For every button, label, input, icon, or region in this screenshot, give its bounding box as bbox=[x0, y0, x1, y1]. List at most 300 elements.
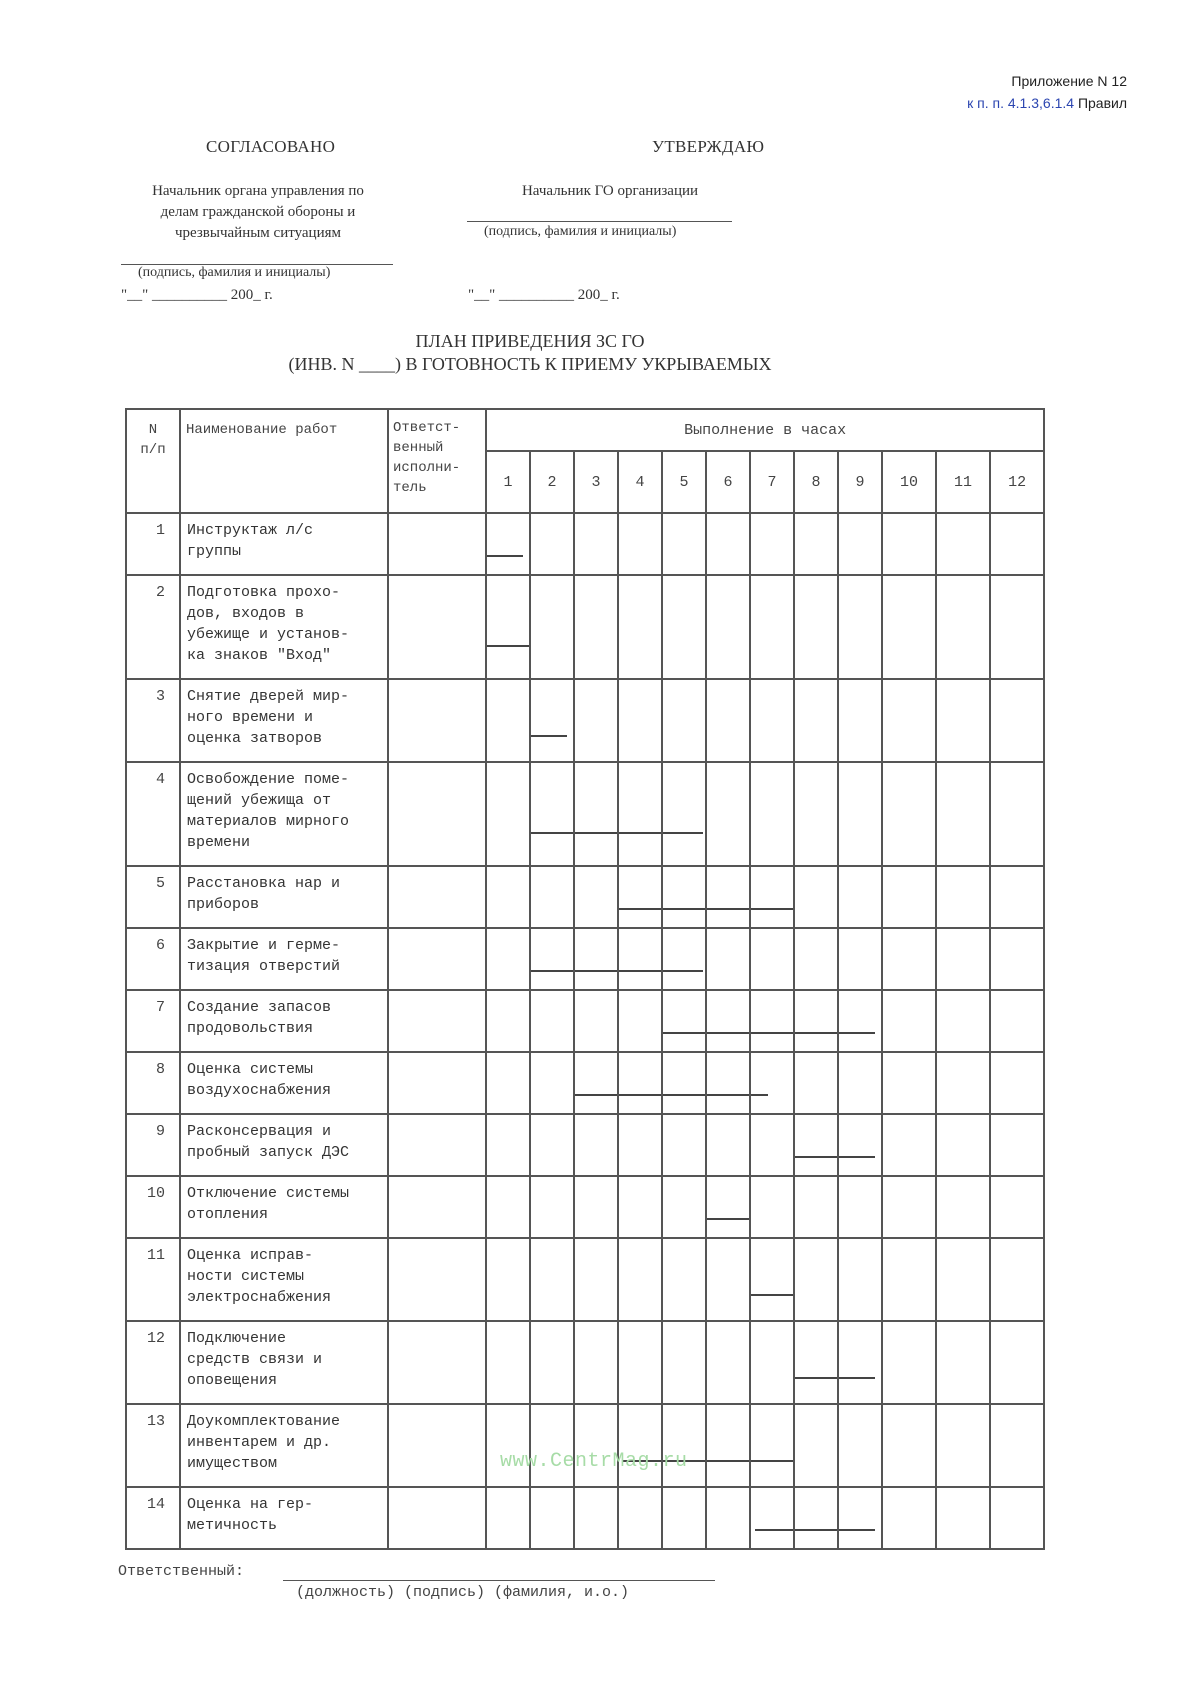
hour-cell-7[interactable] bbox=[750, 1052, 794, 1114]
hour-cell-9[interactable] bbox=[838, 1404, 882, 1487]
responsible-label: Ответственный: bbox=[118, 1563, 245, 1580]
work-name-header: Наименование работ bbox=[180, 409, 388, 513]
row-number: 6 bbox=[126, 928, 180, 990]
schedule-bar-segment bbox=[487, 645, 529, 647]
hour-cell-2[interactable] bbox=[530, 1052, 574, 1114]
responsible-cell[interactable] bbox=[388, 513, 486, 575]
hour-cell-10[interactable] bbox=[882, 1114, 936, 1176]
schedule-bar-segment bbox=[575, 970, 617, 972]
hour-cell-1[interactable] bbox=[486, 575, 530, 679]
plan-title-line-1: ПЛАН ПРИВЕДЕНИЯ ЗС ГО bbox=[415, 331, 645, 351]
hour-cell-10[interactable] bbox=[882, 513, 936, 575]
hour-cell-8[interactable] bbox=[794, 1321, 838, 1404]
hour-cell-11[interactable] bbox=[936, 762, 990, 866]
hour-cell-12[interactable] bbox=[990, 1176, 1044, 1238]
hour-cell-5[interactable] bbox=[662, 1404, 706, 1487]
hour-cell-9[interactable] bbox=[838, 1321, 882, 1404]
schedule-bar-segment bbox=[619, 1094, 661, 1096]
right-position-text bbox=[470, 181, 750, 202]
hour-cell-8[interactable] bbox=[794, 1404, 838, 1487]
hour-cell-12[interactable] bbox=[990, 1238, 1044, 1321]
schedule-bar-segment bbox=[575, 832, 617, 834]
row-number: 8 bbox=[126, 1052, 180, 1114]
hour-cell-10[interactable] bbox=[882, 679, 936, 762]
left-position-line: делам гражданской обороны и bbox=[160, 204, 356, 220]
schedule-bar-segment bbox=[707, 1218, 749, 1220]
schedule-bar-segment bbox=[487, 555, 523, 557]
hour-cell-6[interactable] bbox=[706, 928, 750, 990]
hour-cell-6[interactable] bbox=[706, 679, 750, 762]
hour-header-1: 1 bbox=[486, 451, 530, 513]
table-row bbox=[126, 928, 1044, 990]
hour-header-9: 9 bbox=[838, 451, 882, 513]
right-date: "__" __________ 200_ г. bbox=[468, 287, 620, 303]
hour-cell-7[interactable] bbox=[750, 990, 794, 1052]
hour-cell-5[interactable] bbox=[662, 1052, 706, 1114]
table-row bbox=[126, 1238, 1044, 1321]
hour-cell-6[interactable] bbox=[706, 1487, 750, 1549]
hour-cell-3[interactable] bbox=[574, 679, 618, 762]
hour-cell-7[interactable] bbox=[750, 1238, 794, 1321]
hour-cell-5[interactable] bbox=[662, 1176, 706, 1238]
hour-cell-1[interactable] bbox=[486, 928, 530, 990]
header-row bbox=[126, 409, 1044, 451]
hour-cell-10[interactable] bbox=[882, 1321, 936, 1404]
schedule-bar-segment bbox=[751, 1032, 793, 1034]
hour-cell-6[interactable] bbox=[706, 1176, 750, 1238]
hour-header-2: 2 bbox=[530, 451, 574, 513]
hour-cell-12[interactable] bbox=[990, 1321, 1044, 1404]
hour-cell-6[interactable] bbox=[706, 762, 750, 866]
hour-cell-3[interactable] bbox=[574, 1176, 618, 1238]
hour-cell-2[interactable] bbox=[530, 1487, 574, 1549]
table-row bbox=[126, 1404, 1044, 1487]
hour-cell-4[interactable] bbox=[618, 1052, 662, 1114]
work-name-cell: Подготовка прохо- дов, входов в убежище и установ- ка знаков "Вход" bbox=[180, 575, 388, 679]
hour-cell-1[interactable] bbox=[486, 990, 530, 1052]
hour-cell-2[interactable] bbox=[530, 679, 574, 762]
hour-cell-1[interactable] bbox=[486, 1238, 530, 1321]
hour-cell-11[interactable] bbox=[936, 1404, 990, 1487]
watermark: www.CentrMag.ru bbox=[500, 1450, 688, 1473]
hour-header-8: 8 bbox=[794, 451, 838, 513]
hour-cell-8[interactable] bbox=[794, 575, 838, 679]
responsible-cell[interactable] bbox=[388, 1404, 486, 1487]
row-number: 11 bbox=[126, 1238, 180, 1321]
hour-cell-4[interactable] bbox=[618, 513, 662, 575]
responsible-cell[interactable] bbox=[388, 1238, 486, 1321]
rules-reference-suffix: Правил bbox=[1077, 95, 1127, 111]
hour-cell-1[interactable] bbox=[486, 762, 530, 866]
schedule-bar-segment bbox=[839, 1156, 875, 1158]
hour-cell-2[interactable] bbox=[530, 1404, 574, 1487]
hours-group-header: Выполнение в часах bbox=[486, 409, 1044, 451]
hour-cell-4[interactable] bbox=[618, 1404, 662, 1487]
hour-cell-3[interactable] bbox=[574, 990, 618, 1052]
table-row bbox=[126, 1176, 1044, 1238]
schedule-bar-segment bbox=[839, 1032, 875, 1034]
hour-cell-5[interactable] bbox=[662, 990, 706, 1052]
schedule-bar-segment bbox=[751, 1094, 768, 1096]
hour-cell-8[interactable] bbox=[794, 990, 838, 1052]
hour-cell-1[interactable] bbox=[486, 1114, 530, 1176]
right-signature-caption: (подпись, фамилия и инициалы) bbox=[484, 224, 677, 239]
hour-cell-6[interactable] bbox=[706, 513, 750, 575]
schedule-bar-segment bbox=[707, 1460, 749, 1462]
work-name-cell: Освобождение поме- щений убежища от материалов мирного времени bbox=[180, 762, 388, 866]
table-row bbox=[126, 1114, 1044, 1176]
hour-cell-6[interactable] bbox=[706, 1404, 750, 1487]
schedule-bar-segment bbox=[795, 1032, 837, 1034]
work-name-cell: Подключение средств связи и оповещения bbox=[180, 1321, 388, 1404]
hour-cell-1[interactable] bbox=[486, 1404, 530, 1487]
schedule-bar-segment bbox=[531, 735, 567, 737]
schedule-bar-segment bbox=[839, 1529, 875, 1531]
responsible-cell[interactable] bbox=[388, 928, 486, 990]
hour-cell-7[interactable] bbox=[750, 762, 794, 866]
hour-cell-5[interactable] bbox=[662, 1487, 706, 1549]
responsible-cell[interactable] bbox=[388, 1321, 486, 1404]
hour-cell-9[interactable] bbox=[838, 1114, 882, 1176]
work-name-cell: Отключение системы отопления bbox=[180, 1176, 388, 1238]
hour-cell-8[interactable] bbox=[794, 928, 838, 990]
approved-heading: СОГЛАСОВАНО bbox=[206, 137, 336, 156]
hour-cell-6[interactable] bbox=[706, 1238, 750, 1321]
hour-cell-5[interactable] bbox=[662, 1321, 706, 1404]
schedule-bar-segment bbox=[663, 908, 705, 910]
hour-cell-3[interactable] bbox=[574, 1404, 618, 1487]
row-number: 13 bbox=[126, 1404, 180, 1487]
hour-cell-10[interactable] bbox=[882, 866, 936, 928]
schedule-bar-segment bbox=[795, 1529, 837, 1531]
hour-cell-6[interactable] bbox=[706, 1052, 750, 1114]
hour-cell-12[interactable] bbox=[990, 928, 1044, 990]
hour-cell-11[interactable] bbox=[936, 1052, 990, 1114]
responsible-cell[interactable] bbox=[388, 990, 486, 1052]
hour-cell-5[interactable] bbox=[662, 1114, 706, 1176]
hour-header-12: 12 bbox=[990, 451, 1044, 513]
hour-cell-3[interactable] bbox=[574, 575, 618, 679]
hour-cell-9[interactable] bbox=[838, 679, 882, 762]
hour-cell-4[interactable] bbox=[618, 1238, 662, 1321]
right-position-line: Начальник ГО организации bbox=[521, 183, 699, 199]
table-row bbox=[126, 513, 1044, 575]
schedule-bar-segment bbox=[531, 832, 573, 834]
left-date: "__" __________ 200_ г. bbox=[121, 287, 273, 303]
work-name-cell: Расконсервация и пробный запуск ДЭС bbox=[180, 1114, 388, 1176]
schedule-bar-segment bbox=[795, 1156, 837, 1158]
hour-cell-5[interactable] bbox=[662, 575, 706, 679]
appendix-title: Приложение N 12 bbox=[1011, 73, 1127, 89]
hour-cell-5[interactable] bbox=[662, 679, 706, 762]
table-row bbox=[126, 1321, 1044, 1404]
hour-cell-12[interactable] bbox=[990, 513, 1044, 575]
hour-cell-7[interactable] bbox=[750, 928, 794, 990]
schedule-bar-segment bbox=[663, 1032, 705, 1034]
hour-cell-9[interactable] bbox=[838, 513, 882, 575]
hour-cell-4[interactable] bbox=[618, 1176, 662, 1238]
hour-cell-4[interactable] bbox=[618, 866, 662, 928]
schedule-bar-segment bbox=[619, 970, 661, 972]
responsible-cell[interactable] bbox=[388, 762, 486, 866]
hour-cell-12[interactable] bbox=[990, 1404, 1044, 1487]
hour-cell-3[interactable] bbox=[574, 1114, 618, 1176]
responsible-signature-line bbox=[283, 1580, 715, 1581]
hour-cell-4[interactable] bbox=[618, 679, 662, 762]
hour-cell-9[interactable] bbox=[838, 866, 882, 928]
hour-cell-11[interactable] bbox=[936, 679, 990, 762]
hour-cell-7[interactable] bbox=[750, 679, 794, 762]
responsible-cell[interactable] bbox=[388, 1052, 486, 1114]
hour-cell-8[interactable] bbox=[794, 513, 838, 575]
hour-cell-8[interactable] bbox=[794, 679, 838, 762]
hour-cell-5[interactable] bbox=[662, 513, 706, 575]
hour-cell-11[interactable] bbox=[936, 1487, 990, 1549]
hour-cell-10[interactable] bbox=[882, 1487, 936, 1549]
i-approve-heading: УТВЕРЖДАЮ bbox=[652, 137, 765, 156]
hour-cell-3[interactable] bbox=[574, 866, 618, 928]
hour-cell-7[interactable] bbox=[750, 575, 794, 679]
hour-cell-3[interactable] bbox=[574, 1487, 618, 1549]
hour-cell-7[interactable] bbox=[750, 1114, 794, 1176]
hour-cell-6[interactable] bbox=[706, 1321, 750, 1404]
hour-cell-10[interactable] bbox=[882, 1176, 936, 1238]
hour-header-3: 3 bbox=[574, 451, 618, 513]
hour-cell-8[interactable] bbox=[794, 762, 838, 866]
schedule-bar-segment bbox=[707, 1032, 749, 1034]
hour-cell-10[interactable] bbox=[882, 575, 936, 679]
schedule-table bbox=[125, 408, 1045, 1550]
hour-cell-10[interactable] bbox=[882, 928, 936, 990]
hour-cell-1[interactable] bbox=[486, 1052, 530, 1114]
hour-cell-3[interactable] bbox=[574, 928, 618, 990]
hour-cell-1[interactable] bbox=[486, 866, 530, 928]
responsible-cell[interactable] bbox=[388, 679, 486, 762]
plan-title-line-2: (ИНВ. N ____) В ГОТОВНОСТЬ К ПРИЕМУ УКРЫВАЕМЫХ bbox=[288, 354, 772, 374]
hour-cell-11[interactable] bbox=[936, 866, 990, 928]
table-row bbox=[126, 679, 1044, 762]
hour-cell-11[interactable] bbox=[936, 1176, 990, 1238]
table-row bbox=[126, 990, 1044, 1052]
hour-cell-9[interactable] bbox=[838, 928, 882, 990]
hour-cell-7[interactable] bbox=[750, 513, 794, 575]
hour-cell-1[interactable] bbox=[486, 679, 530, 762]
hour-cell-12[interactable] bbox=[990, 1114, 1044, 1176]
hour-cell-4[interactable] bbox=[618, 1114, 662, 1176]
schedule-bar-segment bbox=[795, 1377, 837, 1379]
hour-cell-10[interactable] bbox=[882, 1052, 936, 1114]
schedule-bar-segment bbox=[751, 1294, 793, 1296]
hour-cell-2[interactable] bbox=[530, 866, 574, 928]
hour-cell-8[interactable] bbox=[794, 1052, 838, 1114]
work-name-cell: Оценка системы воздухоснабжения bbox=[180, 1052, 388, 1114]
responsible-cell[interactable] bbox=[388, 866, 486, 928]
hour-cell-11[interactable] bbox=[936, 990, 990, 1052]
hour-cell-1[interactable] bbox=[486, 1487, 530, 1549]
hour-cell-4[interactable] bbox=[618, 1321, 662, 1404]
right-signature-line bbox=[467, 221, 732, 222]
appendix-note bbox=[967, 70, 1127, 114]
hour-cell-1[interactable] bbox=[486, 1321, 530, 1404]
appendix-reference bbox=[967, 92, 1127, 114]
hour-header-11: 11 bbox=[936, 451, 990, 513]
hour-cell-3[interactable] bbox=[574, 513, 618, 575]
hour-cell-11[interactable] bbox=[936, 1114, 990, 1176]
hour-cell-6[interactable] bbox=[706, 990, 750, 1052]
hour-cell-12[interactable] bbox=[990, 575, 1044, 679]
hour-cell-2[interactable] bbox=[530, 1238, 574, 1321]
work-name-cell: Закрытие и герме- тизация отверстий bbox=[180, 928, 388, 990]
hour-cell-3[interactable] bbox=[574, 1052, 618, 1114]
hour-cell-3[interactable] bbox=[574, 762, 618, 866]
schedule-bar-segment bbox=[751, 1460, 793, 1462]
hour-cell-7[interactable] bbox=[750, 1487, 794, 1549]
hour-cell-1[interactable] bbox=[486, 1176, 530, 1238]
left-position-line: Начальник органа управления по bbox=[152, 183, 364, 199]
responsible-cell[interactable] bbox=[388, 1176, 486, 1238]
hour-cell-7[interactable] bbox=[750, 866, 794, 928]
row-number: 14 bbox=[126, 1487, 180, 1549]
schedule-bar-segment bbox=[663, 1094, 705, 1096]
responsible-header: Ответст- венный исполни- тель bbox=[388, 409, 486, 513]
hour-cell-8[interactable] bbox=[794, 1238, 838, 1321]
hour-cell-7[interactable] bbox=[750, 1321, 794, 1404]
schedule-bar-segment bbox=[575, 1094, 617, 1096]
hour-cell-2[interactable] bbox=[530, 1114, 574, 1176]
table-row bbox=[126, 1052, 1044, 1114]
hour-cell-10[interactable] bbox=[882, 1238, 936, 1321]
hour-cell-9[interactable] bbox=[838, 1052, 882, 1114]
hour-cell-8[interactable] bbox=[794, 1487, 838, 1549]
hour-cell-10[interactable] bbox=[882, 1404, 936, 1487]
hour-cell-12[interactable] bbox=[990, 1052, 1044, 1114]
hour-cell-5[interactable] bbox=[662, 866, 706, 928]
hour-header-5: 5 bbox=[662, 451, 706, 513]
rules-reference-link[interactable]: к п. п. 4.1.3,6.1.4 bbox=[967, 95, 1075, 111]
hour-cell-11[interactable] bbox=[936, 928, 990, 990]
hour-cell-8[interactable] bbox=[794, 1176, 838, 1238]
hour-cell-12[interactable] bbox=[990, 1487, 1044, 1549]
schedule-bar-segment bbox=[663, 970, 703, 972]
row-number: 4 bbox=[126, 762, 180, 866]
row-number: 5 bbox=[126, 866, 180, 928]
table-row bbox=[126, 866, 1044, 928]
responsible-cell[interactable] bbox=[388, 1114, 486, 1176]
hour-header-6: 6 bbox=[706, 451, 750, 513]
hour-cell-2[interactable] bbox=[530, 1176, 574, 1238]
hour-cell-4[interactable] bbox=[618, 575, 662, 679]
hour-cell-6[interactable] bbox=[706, 575, 750, 679]
table-row bbox=[126, 1487, 1044, 1549]
hour-cell-9[interactable] bbox=[838, 575, 882, 679]
hour-cell-12[interactable] bbox=[990, 762, 1044, 866]
hour-cell-9[interactable] bbox=[838, 1176, 882, 1238]
hour-cell-7[interactable] bbox=[750, 1404, 794, 1487]
work-name-cell: Оценка исправ- ности системы электроснабжения bbox=[180, 1238, 388, 1321]
responsible-caption: (должность) (подпись) (фамилия, и.о.) bbox=[296, 1584, 630, 1601]
hour-header-7: 7 bbox=[750, 451, 794, 513]
hour-cell-2[interactable] bbox=[530, 990, 574, 1052]
hour-cell-4[interactable] bbox=[618, 1487, 662, 1549]
plan-title bbox=[0, 330, 1060, 376]
row-number: 2 bbox=[126, 575, 180, 679]
hour-cell-11[interactable] bbox=[936, 513, 990, 575]
hour-header-10: 10 bbox=[882, 451, 936, 513]
hour-cell-2[interactable] bbox=[530, 928, 574, 990]
hour-cell-2[interactable] bbox=[530, 1321, 574, 1404]
hour-cell-11[interactable] bbox=[936, 575, 990, 679]
row-number: 1 bbox=[126, 513, 180, 575]
hour-cell-3[interactable] bbox=[574, 1238, 618, 1321]
table-row bbox=[126, 762, 1044, 866]
hour-cell-3[interactable] bbox=[574, 1321, 618, 1404]
responsible-cell[interactable] bbox=[388, 1487, 486, 1549]
work-name-cell: Инструктаж л/с группы bbox=[180, 513, 388, 575]
row-number: 10 bbox=[126, 1176, 180, 1238]
hour-cell-10[interactable] bbox=[882, 762, 936, 866]
hour-cell-11[interactable] bbox=[936, 1321, 990, 1404]
schedule-bar-segment bbox=[619, 908, 661, 910]
work-name-cell: Создание запасов продовольствия bbox=[180, 990, 388, 1052]
hour-cell-5[interactable] bbox=[662, 1238, 706, 1321]
hour-cell-10[interactable] bbox=[882, 990, 936, 1052]
work-name-cell: Снятие дверей мир- ного времени и оценка затворов bbox=[180, 679, 388, 762]
hour-cell-12[interactable] bbox=[990, 990, 1044, 1052]
schedule-bar-segment bbox=[531, 970, 573, 972]
number-header: N п/п bbox=[126, 409, 180, 513]
work-name-cell: Расстановка нар и приборов bbox=[180, 866, 388, 928]
hour-cell-9[interactable] bbox=[838, 990, 882, 1052]
schedule-bar-segment bbox=[839, 1377, 875, 1379]
left-signature-caption: (подпись, фамилия и инициалы) bbox=[138, 265, 331, 280]
row-number: 12 bbox=[126, 1321, 180, 1404]
hour-cell-6[interactable] bbox=[706, 866, 750, 928]
row-number: 3 bbox=[126, 679, 180, 762]
hour-header-4: 4 bbox=[618, 451, 662, 513]
hour-cell-12[interactable] bbox=[990, 679, 1044, 762]
row-number: 7 bbox=[126, 990, 180, 1052]
schedule-bar-segment bbox=[663, 832, 703, 834]
schedule-bar-segment bbox=[751, 908, 793, 910]
work-name-cell: Доукомплектование инвентарем и др. имуществом bbox=[180, 1404, 388, 1487]
hour-cell-9[interactable] bbox=[838, 1487, 882, 1549]
hour-cell-2[interactable] bbox=[530, 513, 574, 575]
hour-cell-11[interactable] bbox=[936, 1238, 990, 1321]
schedule-bar-segment bbox=[707, 908, 749, 910]
hour-cell-8[interactable] bbox=[794, 866, 838, 928]
hour-cell-9[interactable] bbox=[838, 1238, 882, 1321]
hour-cell-8[interactable] bbox=[794, 1114, 838, 1176]
hour-cell-2[interactable] bbox=[530, 762, 574, 866]
hour-cell-12[interactable] bbox=[990, 866, 1044, 928]
hour-cell-9[interactable] bbox=[838, 762, 882, 866]
left-position-text bbox=[108, 181, 408, 244]
work-name-cell: Оценка на гер- метичность bbox=[180, 1487, 388, 1549]
hour-cell-6[interactable] bbox=[706, 1114, 750, 1176]
schedule-bar-segment bbox=[707, 1094, 749, 1096]
row-number: 9 bbox=[126, 1114, 180, 1176]
left-position-line: чрезвычайным ситуациям bbox=[175, 225, 341, 241]
hour-cell-2[interactable] bbox=[530, 575, 574, 679]
hour-cell-5[interactable] bbox=[662, 928, 706, 990]
hour-cell-4[interactable] bbox=[618, 762, 662, 866]
hour-cell-4[interactable] bbox=[618, 928, 662, 990]
responsible-cell[interactable] bbox=[388, 575, 486, 679]
hour-cell-4[interactable] bbox=[618, 990, 662, 1052]
hour-cell-1[interactable] bbox=[486, 513, 530, 575]
hour-cell-5[interactable] bbox=[662, 762, 706, 866]
hour-cell-7[interactable] bbox=[750, 1176, 794, 1238]
